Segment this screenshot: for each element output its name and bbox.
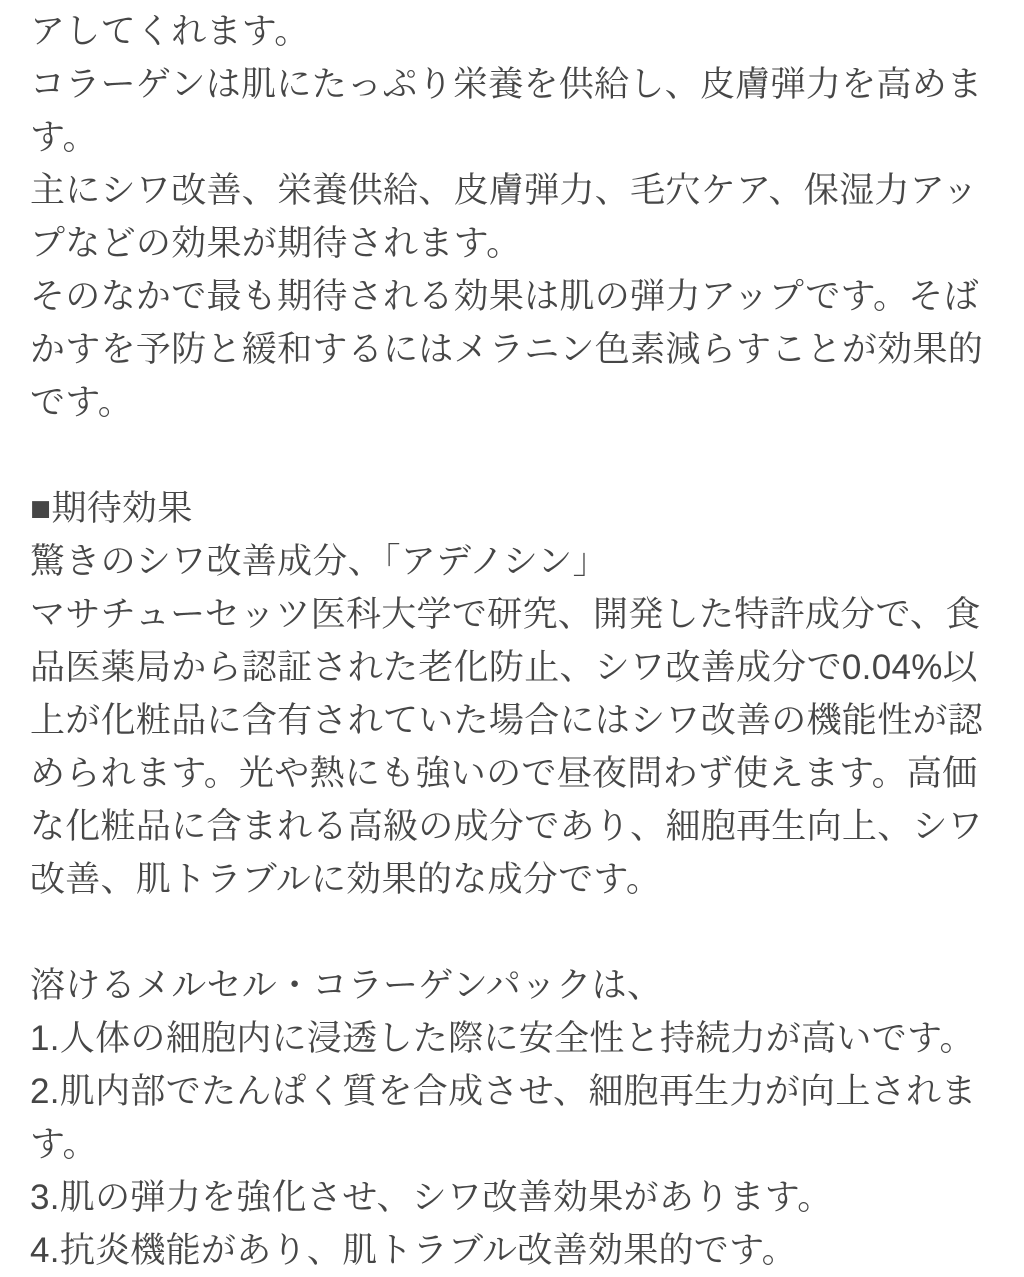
blank-line — [30, 906, 996, 959]
paragraph: コラーゲンは肌にたっぷり栄養を供給し、皮膚弾力を高めます。 — [30, 65, 983, 157]
document-body — [30, 5, 996, 1277]
blank-line — [30, 429, 996, 482]
paragraph: アしてくれます。 — [30, 12, 310, 51]
paragraph: 1.人体の細胞内に浸透した際に安全性と持続力が高いです。 — [30, 1019, 975, 1058]
paragraph: 4.抗炎機能があり、肌トラブル改善効果的です。 — [30, 1231, 797, 1270]
paragraph: 溶けるメルセル・コラーゲンパックは、 — [30, 966, 663, 1005]
paragraph: 3.肌の弾力を強化させ、シワ改善効果があります。 — [30, 1178, 833, 1217]
paragraph: ■期待効果 — [30, 489, 193, 528]
paragraph: マサチューセッツ医科大学で研究、開発した特許成分で、食品医薬局から認証された老化防止、シワ改善成分で0.04%以上が化粧品に含有されていた場合にはシワ改善の機能性が認められます。光や熱にも強いので昼夜問わず使えます。高価な化粧品に含まれる高級の成分であり、細胞再生向上、シワ改善、肌トラブルに効果的な成分です。 — [30, 595, 984, 899]
paragraph: そのなかで最も期待される効果は肌の弾力アップです。そばかすを予防と緩和するにはメラニン色素減らすことが効果的です。 — [30, 277, 984, 422]
paragraph: 驚きのシワ改善成分、「アデノシン」 — [30, 542, 608, 581]
paragraph: 2.肌内部でたんぱく質を合成させ、細胞再生力が向上されます。 — [30, 1072, 977, 1164]
paragraph: 主にシワ改善、栄養供給、皮膚弾力、毛穴ケア、保湿力アップなどの効果が期待されます。 — [30, 171, 978, 263]
